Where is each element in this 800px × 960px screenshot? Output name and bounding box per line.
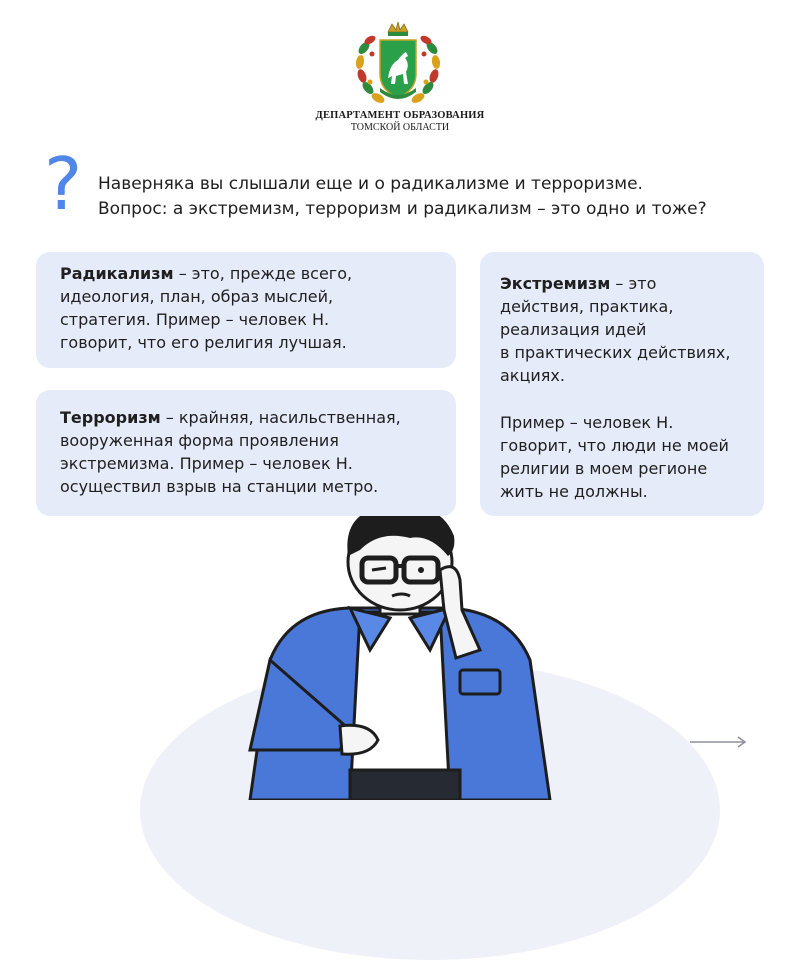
card-line: в практических действиях,: [500, 343, 731, 362]
question-mark-icon: ?: [44, 142, 83, 226]
question-text: [98, 172, 707, 222]
card-line-text: – это, прежде всего,: [173, 264, 353, 283]
card-line: осуществил взрыв на станции метро.: [60, 477, 379, 496]
org-name: ДЕПАРТАМЕНТ ОБРАЗОВАНИЯ: [315, 110, 485, 121]
term-radicalism: Радикализм: [60, 264, 174, 283]
card-line: говорит, что его религия лучшая.: [60, 333, 347, 352]
card-line: стратегия. Пример – человек Н.: [60, 310, 330, 329]
card-spacer: [500, 387, 744, 411]
card-line: акциях.: [500, 366, 565, 385]
arrow-right-icon[interactable]: [688, 732, 748, 752]
card-line-text: – это: [610, 274, 657, 293]
question-line: Вопрос: а экстремизм, терроризм и радикализм – это одно и тоже?: [98, 199, 707, 219]
person-illustration: [230, 500, 570, 800]
card-radicalism: [36, 252, 456, 368]
card-line: [500, 272, 744, 295]
card-line: экстремизма. Пример – человек Н.: [60, 454, 353, 473]
card-example-line: Пример – человек Н.: [500, 413, 674, 432]
org-region: ТОМСКОЙ ОБЛАСТИ: [350, 122, 450, 133]
card-line: [60, 406, 432, 429]
card-example-line: религии в моем регионе: [500, 459, 708, 478]
card-line-text: – крайняя, насильственная,: [160, 408, 401, 427]
card-line: вооруженная форма проявления: [60, 431, 339, 450]
term-terrorism: Терроризм: [60, 408, 161, 427]
card-extremism: [480, 252, 764, 516]
coat-of-arms-icon: [350, 18, 446, 114]
card-terrorism: [36, 390, 456, 516]
card-line: [60, 262, 432, 285]
question-line: Наверняка вы слышали еще и о радикализме и терроризме.: [98, 174, 643, 194]
card-line: реализация идей: [500, 320, 647, 339]
card-line: идеология, план, образ мыслей,: [60, 287, 334, 306]
term-extremism: Экстремизм: [500, 274, 611, 293]
card-example-line: говорит, что люди не моей: [500, 436, 729, 455]
card-example-line: жить не должны.: [500, 482, 648, 501]
card-line: действия, практика,: [500, 297, 674, 316]
